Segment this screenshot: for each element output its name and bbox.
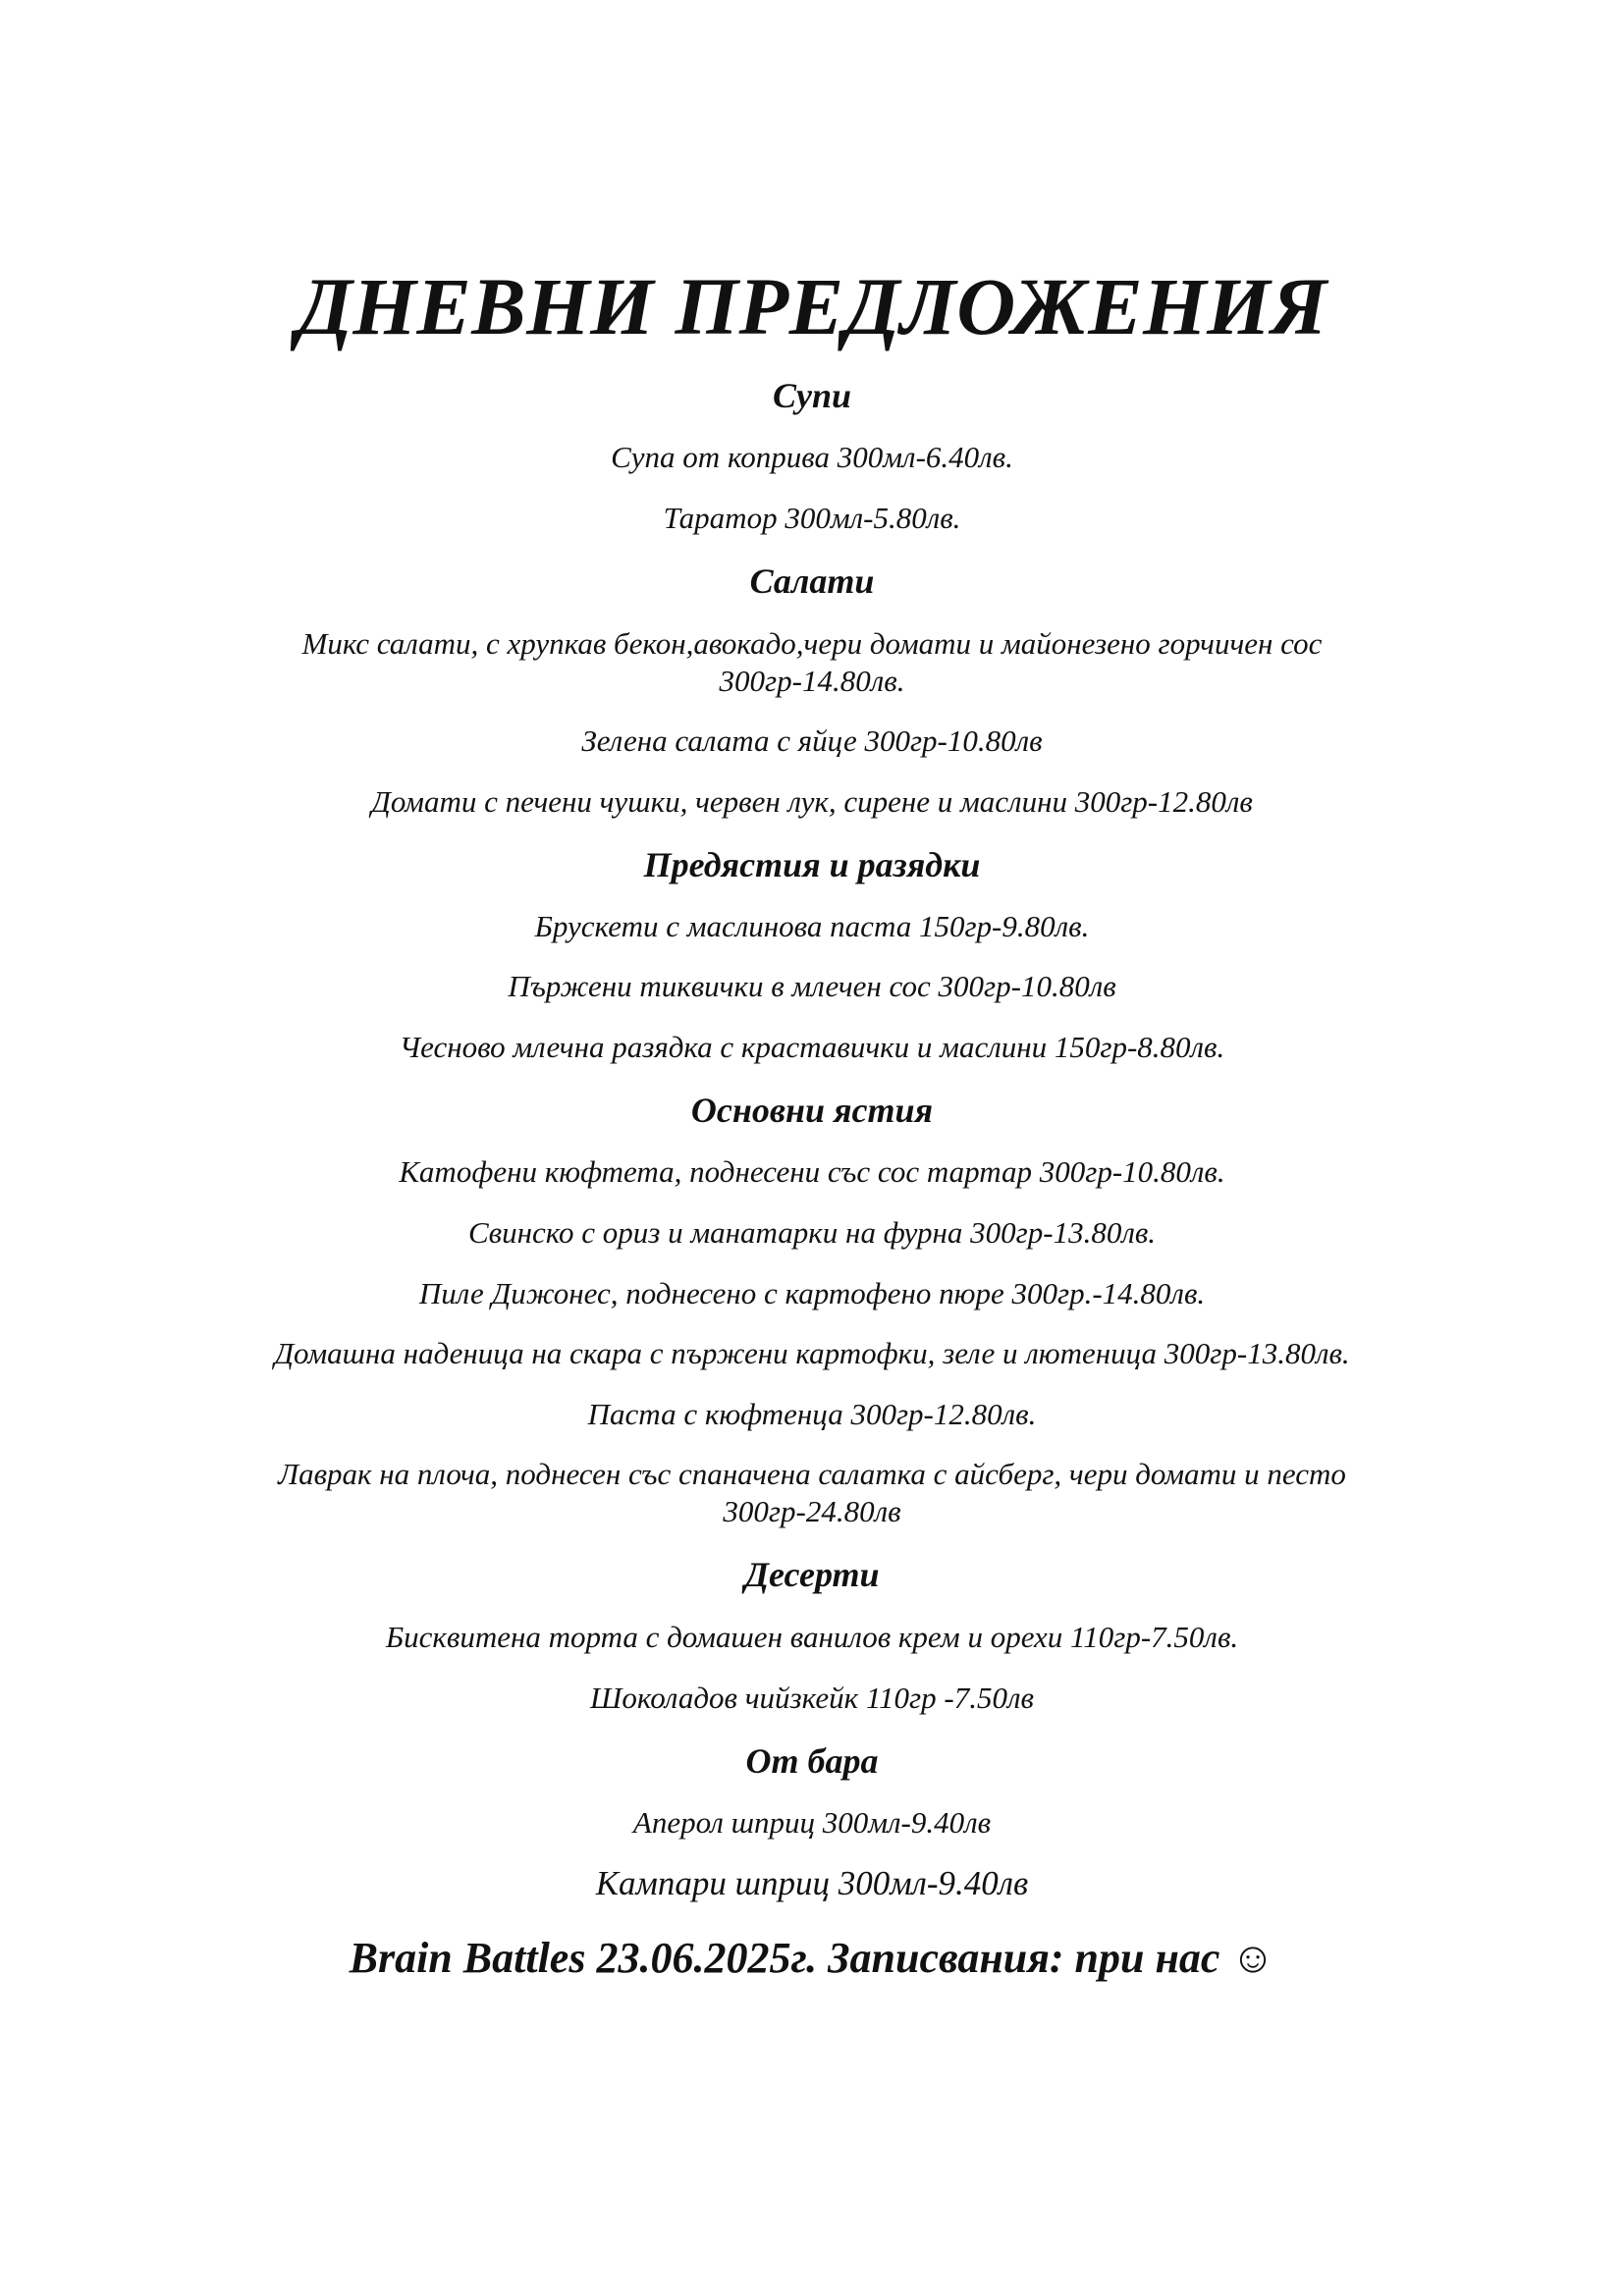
menu-item: Пържени тиквички в млечен сос 300гр-10.80лв [508,969,1116,1003]
menu-item: Аперол шприц 300мл-9.40лв [632,1805,992,1840]
menu-item: Бисквитена торта с домашен ванилов крем и орехи 110гр-7.50лв. [385,1620,1239,1654]
menu-item: Свинско с ориз и манатарки на фурна 300гр-13.80лв. [467,1215,1157,1250]
section-heading-bar: От бара [745,1741,879,1781]
menu-item: Чесново млечна разядка с краставички и маслини 150гр-8.80лв. [399,1030,1225,1064]
menu-item: Катофени кюфтета, поднесени със сос тартар 300гр-10.80лв. [399,1154,1225,1189]
menu-item: Пиле Дижонес, поднесено с картофено пюре 300гр.-14.80лв. [418,1276,1206,1310]
menu-item: Лаврак на плоча, поднесен със спаначена салатка с айсберг, чери домати и песто 300гр-24.80лв [278,1457,1346,1528]
menu-item: Шоколадов чийзкейк 110гр -7.50лв [590,1681,1034,1715]
menu-item: Супа от коприва 300мл-6.40лв. [611,440,1013,474]
menu-item: Брускети с маслинова паста 150гр-9.80лв. [534,909,1090,943]
section-heading-starters: Предястия и разядки [643,845,981,884]
event-announcement: Brain Battles 23.06.2025г. Записвания: при нас ☺ [349,1934,1275,1982]
menu-item: Кампари шприц 300мл-9.40лв [595,1864,1029,1902]
section-heading-mains: Основни ястия [690,1091,934,1130]
menu-item: Паста с кюфтенца 300гр-12.80лв. [587,1397,1037,1431]
section-heading-salads: Салати [749,561,875,601]
menu-item: Зелена салата с яйце 300гр-10.80лв [581,723,1043,758]
menu-item: Микс салати, с хрупкав бекон,авокадо,чери домати и майонезено горчичен сос 300гр-14.80лв. [301,626,1323,698]
menu-item: Домати с печени чушки, червен лук, сирене и маслини 300гр-12.80лв [371,784,1253,819]
section-heading-desserts: Десерти [744,1555,880,1594]
menu-item: Домашна наденица на скара с пържени картофки, зеле и лютеница 300гр-13.80лв. [274,1336,1350,1370]
section-heading-soups: Супи [772,376,852,415]
menu-item: Таратор 300мл-5.80лв. [663,501,961,535]
page-title: ДНЕВНИ ПРЕДЛОЖЕНИЯ [297,261,1327,351]
